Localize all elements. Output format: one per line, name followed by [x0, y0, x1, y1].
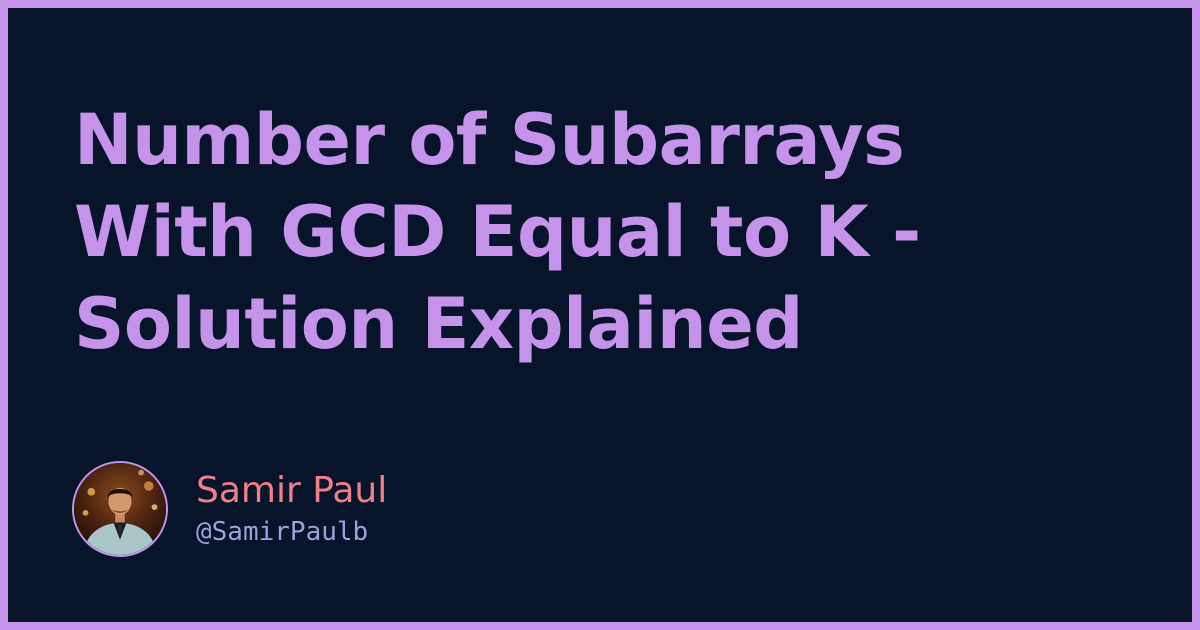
article-title [74, 94, 1134, 370]
title-line-3: Solution Explained [74, 283, 803, 365]
title-line-2: With GCD Equal to K - [74, 191, 921, 273]
title-line-1: Number of Subarrays [74, 99, 905, 181]
person-photo-icon [74, 463, 166, 555]
author-text [196, 469, 387, 549]
author-block [72, 460, 387, 558]
author-name: Samir Paul [196, 470, 388, 511]
og-card [8, 8, 1192, 622]
avatar [72, 461, 168, 557]
author-handle: @SamirPaulb [196, 517, 369, 547]
